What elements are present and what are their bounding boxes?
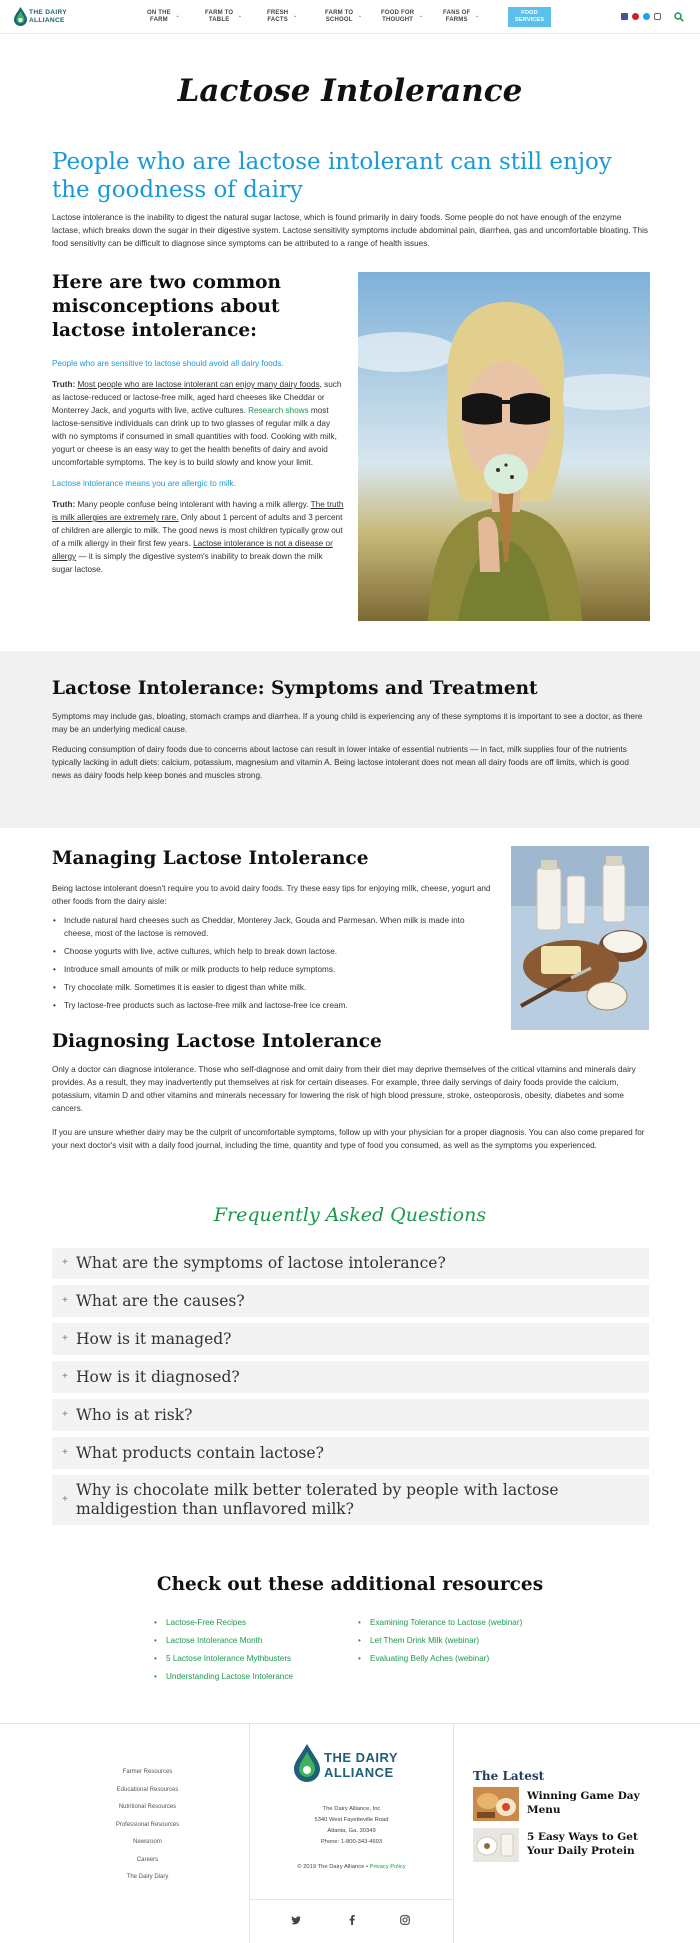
- intro-paragraph: Lactose intolerance is the inability to digest the natural sugar lactose, which is found primarily in dairy foods. Some people do not have enough of the enzyme lactase, which breaks down the sugar in their digestive system. Lactose sensitivity symptoms include abdominal pain, diarrhea, gas and uncomfortable bloating. This food sensitivity can be difficult to diagnose since symptoms can be attributed to a range of health issues.: [52, 213, 649, 248]
- latest-item-protein[interactable]: [473, 1828, 673, 1864]
- resources-title: Check out these additional resources: [156, 1574, 544, 1595]
- footer-link[interactable]: Educational Resources: [116, 1786, 179, 1793]
- site-logo[interactable]: [14, 6, 76, 28]
- nav-label: FRESH: [267, 10, 289, 16]
- nav-label: SCHOOL: [325, 17, 353, 23]
- resources-left-list: [152, 1614, 293, 1686]
- footer-link[interactable]: Nutritional Resources: [118, 1804, 177, 1810]
- plus-icon: +: [62, 1409, 68, 1420]
- faq-item-symptoms[interactable]: [52, 1248, 649, 1279]
- faq-question: What are the symptoms of lactose intolerance?: [76, 1254, 446, 1272]
- symptoms-paragraph-1: Symptoms may include gas, bloating, stomach cramps and diarrhea. If a young child is experiencing any of these symptoms it is important to see a doctor, as there may be an underlying medical cause.: [52, 712, 643, 734]
- faq-question: Who is at risk?: [76, 1406, 193, 1424]
- research-shows-link[interactable]: Research shows: [248, 406, 309, 415]
- latest-heading: The Latest: [473, 1769, 545, 1783]
- list-item: • Introduce small amounts of milk or milk products to help reduce symptoms.: [52, 963, 492, 976]
- chevron-down-icon: ⌄: [475, 13, 480, 19]
- twitter-icon[interactable]: [643, 13, 650, 20]
- resource-link[interactable]: • Understanding Lactose Intolerance: [152, 1668, 293, 1686]
- nav-label: FARM: [150, 17, 168, 23]
- footer-links: [100, 1764, 195, 1887]
- faq-item-managed[interactable]: [52, 1323, 649, 1355]
- pinterest-icon[interactable]: [632, 13, 639, 20]
- twitter-icon[interactable]: [291, 1916, 301, 1925]
- footer-link[interactable]: Newsroom: [133, 1839, 162, 1845]
- resource-link[interactable]: • 5 Lactose Intolerance Mythbusters: [152, 1650, 293, 1668]
- chevron-down-icon: ⌄: [237, 13, 243, 19]
- managing-heading: Managing Lactose Intolerance: [52, 848, 369, 869]
- managing-tips-list: [52, 914, 492, 1017]
- instagram-icon[interactable]: [400, 1915, 410, 1925]
- faq-question: What products contain lactose?: [76, 1444, 324, 1462]
- cta-label: SERVICES: [514, 17, 545, 23]
- faq-item-products[interactable]: [52, 1437, 649, 1469]
- faq-item-risk[interactable]: [52, 1399, 649, 1431]
- faq-item-diagnosed[interactable]: [52, 1361, 649, 1393]
- resource-link[interactable]: • Evaluating Belly Aches (webinar): [356, 1650, 522, 1668]
- nav-label: FOOD FOR: [381, 10, 415, 16]
- ice-cream-photo: [358, 272, 650, 621]
- copyright-text: © 2019 The Dairy Alliance •: [297, 1864, 370, 1870]
- faq-question: What are the causes?: [76, 1292, 245, 1310]
- truth-text: , such as lactose-reduced or lactose-free milk, aged hard cheeses like Cheddar or Monterrey Jack, and yogurts with live, active cultures.: [52, 380, 342, 415]
- facebook-icon[interactable]: [621, 13, 628, 20]
- nav-label: FARMS: [445, 17, 468, 23]
- logo-line2: ALLIANCE: [324, 1765, 394, 1780]
- symptoms-paragraph-2: Reducing consumption of dairy foods due to concerns about lactose can result in lower intake of essential nutrients — in fact, milk supplies four of the nutrients typically lacking in adult diets: calcium, potassium, magnesium and vitamin A. Being lactose intolerant does not mean all dairy foods are off limits, which is good news as dairy foods help keep bones and muscles strong.: [52, 745, 629, 780]
- diagnosing-paragraph-2: If you are unsure whether dairy may be the culprit of uncomfortable symptoms, follow up with your physician for a proper diagnosis. You can also come prepared for your next doctor's visit with a daily food journal, including the time, quantity and type of food you consumed, as well as the symptoms you experienced.: [52, 1128, 645, 1150]
- site-header: [0, 0, 700, 34]
- address-line: The Dairy Alliance, Inc: [322, 1806, 381, 1812]
- game-day-thumbnail: [473, 1787, 519, 1821]
- cta-label: FOOD: [521, 10, 538, 16]
- latest-item-game-day[interactable]: [473, 1787, 673, 1823]
- latest-title: 5 Easy Ways to Get Your Daily Protein: [527, 1831, 638, 1857]
- resource-link[interactable]: • Lactose Intolerance Month: [152, 1632, 293, 1650]
- nav-farm-to-table[interactable]: [205, 10, 243, 24]
- dairy-foods-link[interactable]: Most people who are lactose intolerant can enjoy many dairy foods: [77, 380, 320, 389]
- dairy-products-photo: [511, 846, 649, 1030]
- latest-title: Winning Game Day Menu: [527, 1790, 640, 1816]
- protein-thumbnail: [473, 1828, 519, 1862]
- chevron-down-icon: ⌄: [418, 13, 424, 19]
- misconception-1: People who are sensitive to lactose should avoid all dairy foods.: [52, 359, 284, 368]
- misconception-2: Lactose intolerance means you are allergic to milk.: [52, 479, 236, 488]
- faq-question: How is it diagnosed?: [76, 1368, 240, 1386]
- symptoms-section: [0, 651, 700, 828]
- privacy-policy-link[interactable]: Privacy Policy: [369, 1864, 406, 1870]
- milk-allergies-link[interactable]: The truth is milk allergies are extremely rare.: [52, 500, 344, 522]
- drop-logo-icon: [294, 1743, 320, 1783]
- faq-question: How is it managed?: [76, 1330, 232, 1348]
- address-line: 5340 West Fayetteville Road: [314, 1817, 389, 1823]
- faq-question: Why is chocolate milk better tolerated by people with lactose maldigestion than unflavored milk?: [76, 1481, 559, 1518]
- nav-label: FARM TO: [205, 10, 234, 16]
- footer-link[interactable]: Farmer Resources: [122, 1769, 173, 1775]
- chevron-down-icon: ⌄: [357, 13, 363, 19]
- truth-2: [52, 498, 344, 576]
- site-footer: [0, 1723, 700, 1943]
- list-item: • Include natural hard cheeses such as Cheddar, Monterey Jack, Gouda and Parmesan. When milk is made into cheese, most of the lactose is removed.: [52, 914, 492, 940]
- search-icon[interactable]: [674, 12, 684, 22]
- address-line: Phone: 1-800-343-4693: [320, 1839, 383, 1845]
- nav-farm-to-school[interactable]: [325, 10, 363, 24]
- address-line: Atlanta, Ga. 30349: [327, 1828, 376, 1834]
- plus-icon: +: [62, 1257, 68, 1268]
- logo-line1: THE DAIRY: [29, 9, 67, 16]
- footer-divider: [453, 1724, 454, 1943]
- truth-text: — it is simply the digestive system's inability to break down the milk sugar lactose.: [52, 552, 323, 574]
- food-services-button[interactable]: [508, 7, 551, 27]
- list-item: • Try lactose-free products such as lactose-free milk and lactose-free ice cream.: [52, 999, 492, 1012]
- list-item: • Try chocolate milk. Sometimes it is easier to digest than white milk.: [52, 981, 492, 994]
- footer-logo[interactable]: [290, 1743, 420, 1785]
- diagnosing-paragraph-1: Only a doctor can diagnose intolerance. Those who self-diagnose and omit dairy from their diet may deprive themselves of the critical vitamins and minerals dairy provides. As a result, they may inadvertently put themselves at risk for certain diseases. For example, three daily servings of dairy foods provide the calcium, potassium, vitamin D and other vitamins and minerals necessary for lowering the risk of high blood pressure, stroke, osteoporosis, obesity, diabetes and some cancers.: [52, 1065, 636, 1113]
- misconceptions-heading: Here are two common misconceptions about lactose intolerance:: [52, 272, 281, 341]
- nav-on-the-farm[interactable]: [147, 10, 180, 24]
- logo-line1: THE DAIRY: [324, 1750, 399, 1765]
- nav-label: FANS OF: [443, 10, 471, 16]
- truth-label: Truth:: [52, 380, 76, 389]
- misconceptions-body: [52, 357, 344, 576]
- managing-intro: Being lactose intolerant doesn't require you to avoid dairy foods. Try these easy tips for enjoying milk, cheese, yogurt and other foods from the dairy aisle:: [52, 884, 491, 906]
- truth-text: Only about 1 percent of adults and 3 percent of children are allergic to milk. The good news is most children typically grow out of a milk allergy in their first few years.: [52, 513, 343, 548]
- truth-label: Truth:: [52, 500, 76, 509]
- resource-link[interactable]: • Examining Tolerance to Lactose (webinar): [356, 1614, 522, 1632]
- footer-link[interactable]: Professional Resources: [115, 1821, 180, 1828]
- nav-label: TABLE: [208, 17, 230, 23]
- nav-label: THOUGHT: [382, 17, 414, 23]
- faq-item-causes[interactable]: [52, 1285, 649, 1317]
- nav-label: FARM TO: [325, 10, 354, 16]
- chevron-down-icon: ⌄: [292, 13, 298, 19]
- nav-fresh-facts[interactable]: [267, 10, 298, 24]
- resources-right-list: [356, 1614, 522, 1668]
- plus-icon: +: [62, 1447, 68, 1458]
- copyright: [250, 1864, 453, 1870]
- plus-icon: +: [62, 1371, 68, 1382]
- not-a-disease-link[interactable]: Lactose intolerance is not a disease or allergy: [52, 539, 333, 561]
- truth-text: Many people confuse being intolerant with having a milk allergy.: [75, 500, 311, 509]
- nav-label: FACTS: [267, 17, 288, 23]
- diagnosing-heading: Diagnosing Lactose Intolerance: [52, 1031, 382, 1052]
- list-item: • Choose yogurts with live, active cultures, which help to break down lactose.: [52, 945, 492, 958]
- facebook-icon[interactable]: [349, 1915, 355, 1925]
- drop-logo-icon: [14, 7, 27, 26]
- nav-label: ON THE: [147, 10, 171, 16]
- plus-icon: +: [62, 1494, 68, 1505]
- truth-text: most lactose-sensitive individuals can drink up to two glasses of regular milk a day with no symptoms if consumed in small quantities with food. Cooking with milk, yogurt or cheese is an easy way to get the health benefits of dairy and avoid uncomfortable symptoms. The key is to build slowly and know your limit.: [52, 406, 337, 467]
- plus-icon: +: [62, 1333, 68, 1344]
- resource-link[interactable]: • Let Them Drink Milk (webinar): [356, 1632, 522, 1650]
- faq-title: Frequently Asked Questions: [213, 1204, 487, 1226]
- footer-link[interactable]: Careers: [136, 1856, 159, 1863]
- nav-food-for-thought[interactable]: [381, 10, 424, 24]
- footer-link[interactable]: The Dairy Diary: [126, 1874, 169, 1880]
- page-title: Lactose Intolerance: [177, 73, 523, 109]
- chevron-down-icon: ⌄: [175, 13, 180, 19]
- truth-1: [52, 378, 344, 469]
- faq-item-chocolate-milk[interactable]: [52, 1475, 649, 1525]
- resource-link[interactable]: • Lactose-Free Recipes: [152, 1614, 293, 1632]
- footer-address: [250, 1804, 453, 1848]
- footer-divider: [250, 1899, 453, 1900]
- nav-fans-of-farms[interactable]: [443, 10, 480, 24]
- instagram-icon[interactable]: [654, 13, 661, 20]
- logo-line2: ALLIANCE: [29, 17, 65, 24]
- symptoms-heading: Lactose Intolerance: Symptoms and Treatment: [52, 678, 538, 699]
- plus-icon: +: [62, 1295, 68, 1306]
- lead-heading: People who are lactose intolerant can still enjoy the goodness of dairy: [52, 149, 612, 203]
